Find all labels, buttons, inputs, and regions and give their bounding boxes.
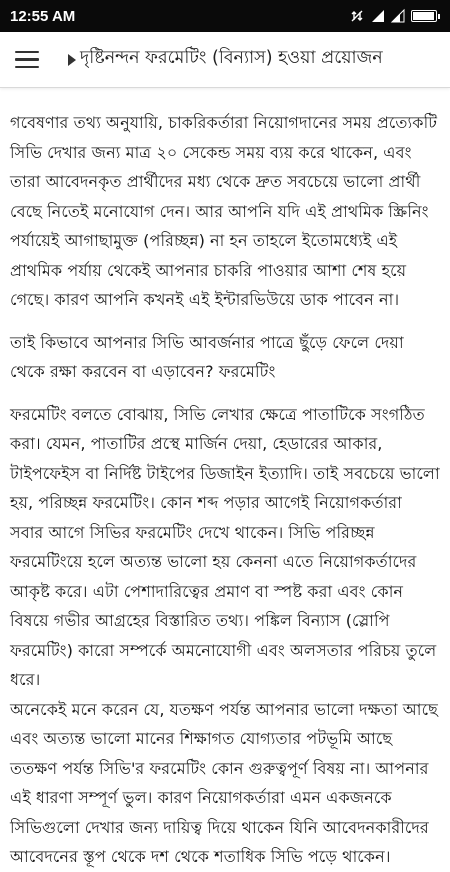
- status-time: 12:55 AM: [10, 7, 76, 25]
- signal-icon: [371, 9, 385, 23]
- app-bar: [0, 32, 450, 88]
- article-paragraph: ফরমেটিং বলতে বোঝায়, সিভি লেখার ক্ষেত্রে পাতাটিকে সংগঠিত করা। যেমন, পাতাটির প্রস্থে মার্জিন দেয়া, হেডারের আকার, টাইপফেইস বা নির্দিষ্ট টাইপের ডিজাইন ইত্যাদি। তাই সবচেয়ে ভালো হয়, পরিচ্ছন্ন ফরমেটিং। কোন শব্দ পড়ার আগেই নিয়োগকর্তারা সবার আগে সিভির ফরমেটিং দেখে থাকেন। সিভি পরিচ্ছন্ন ফরমেটিংয়ে হলে অত্যন্ত ভালো হয় কেননা এতে নিয়োগকর্তাদের আকৃষ্ট করে। এটা পেশাদারিত্বের প্রমাণ বা স্পষ্ট করা এবং কোন বিষয়ে গভীর আগ্রহের বিস্তারিত তথ্য। পঙ্কিল বিন্যাস (স্লোপি ফরমেটিং) কারো সম্পর্কে অমনোযোগী এবং অলসতার পরিচয় তুলে ধরে।: [10, 404, 440, 689]
- article-body[interactable]: [0, 100, 450, 866]
- status-icons: [349, 8, 440, 24]
- status-bar: [0, 0, 450, 32]
- battery-icon: [411, 10, 440, 22]
- title-area: [68, 45, 450, 74]
- article-paragraph: তাই কিভাবে আপনার সিভি আবর্জনার পাত্রে ছুঁড়ে ফেলে দেয়া থেকে রক্ষা করবেন বা এড়াবেন? ফরমেটিং: [10, 332, 404, 381]
- data-saver-off-icon: [349, 8, 365, 24]
- article-paragraph: অনেকেই মনে করেন যে, যতক্ষণ পর্যন্ত আপনার ভালো দক্ষতা আছে এবং অত্যন্ত ভালো মানের শিক্ষাগত যোগ্যতার পটভূমি আছে ততক্ষণ পর্যন্ত সিভি'র ফরমেটিং কোন গুরুত্বপূর্ণ বিষয় না। আপনার এই ধারণা সম্পূর্ণ ভুল। কারণ নিয়োগকর্তারা এমন একজনকে সিভিগুলো দেখার জন্য দায়িত্ব দিয়ে থাকেন যিনি আবেদনকারীদের আবেদনের স্তূপ থেকে দশ থেকে শতাধিক সিভি পড়ে থাকেন।: [10, 699, 438, 866]
- signal-icon: [391, 9, 405, 23]
- battery-level: [413, 12, 434, 20]
- page-title: দৃষ্টিনন্দন ফরমেটিং (বিন্যাস) হওয়া প্রয়োজন: [80, 48, 383, 68]
- play-arrow-icon: [68, 54, 76, 66]
- menu-button[interactable]: [0, 32, 54, 88]
- hamburger-menu-icon: [15, 51, 39, 69]
- article-paragraph: গবেষণার তথ্য অনুযায়ি, চাকরিকর্তারা নিয়োগদানের সময় প্রত্যেকটি সিভি দেখার জন্য মাত্র ২০ সেকেন্ড সময় ব্যয় করে থাকেন, এবং তারা আবেদনকৃত প্রার্থীদের মধ্য থেকে দ্রুত সবচেয়ে ভালো প্রার্থী বেছে নিতেই মনোযোগ দেন। আর আপনি যদি এই প্রাথমিক স্ক্রিনিং পর্যায়েই আগাছামুক্ত (পরিচ্ছন্ন) না হন তাহলে ইতোমধ্যেই এই প্রাথমিক পর্যায় থেকেই আপনার চাকরি পাওয়ার আশা শেষ হয়ে গেছে। কারণ আপনি কখনই এই ইন্টারভিউয়ে ডাক পাবেন না।: [10, 113, 438, 309]
